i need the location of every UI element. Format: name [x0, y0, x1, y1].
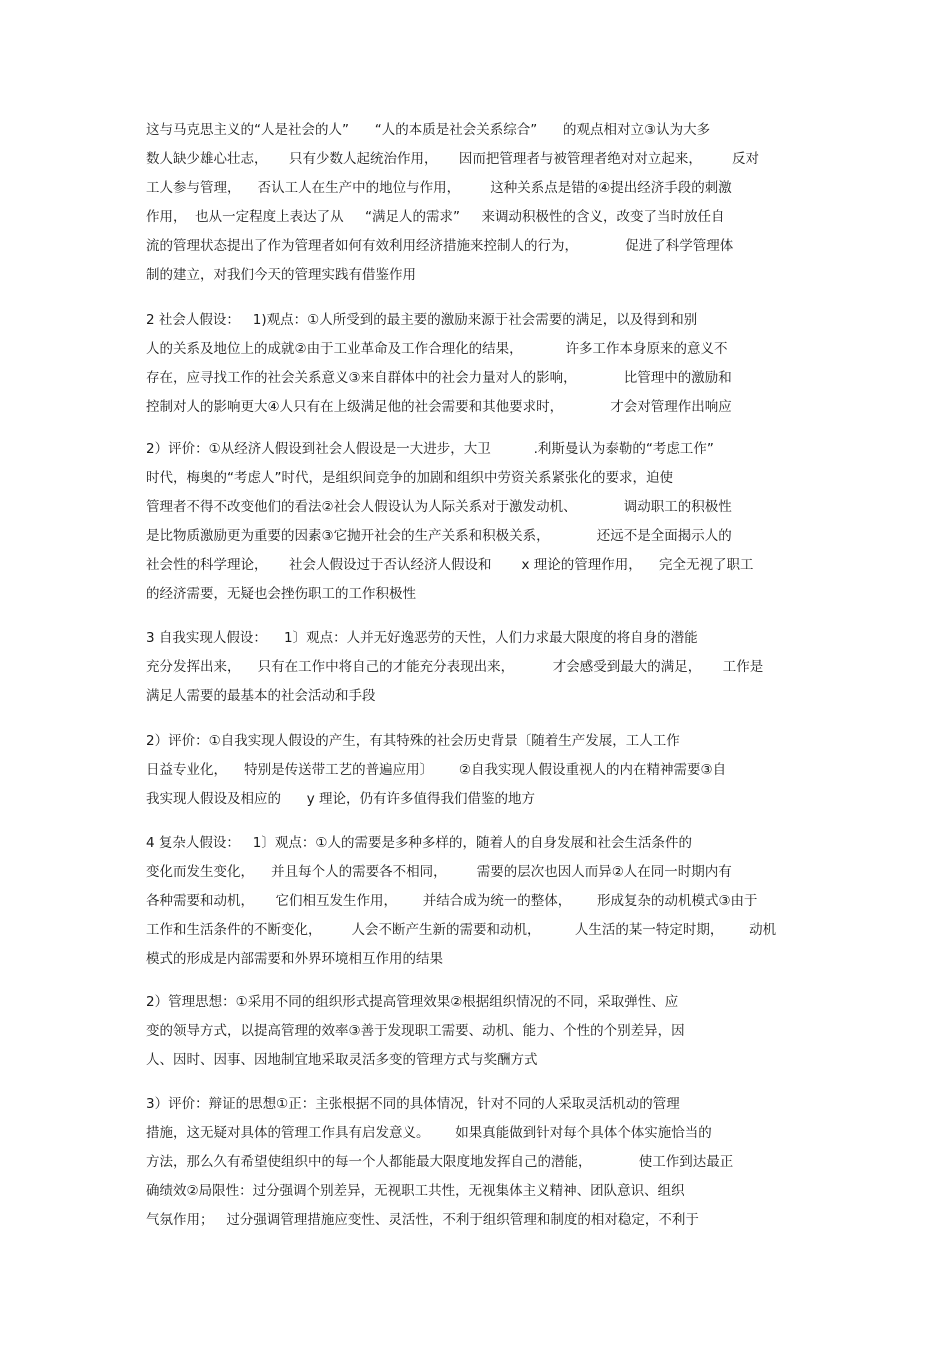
text-line: 这与马克思主义的“人是社会的人” “人的本质是社会关系综合” 的观点相对立③认为大多	[146, 122, 711, 138]
text-line: 我实现人假设及相应的 y 理论，仍有许多值得我们借鉴的地方	[146, 791, 536, 807]
paragraph-complex-man-evaluation	[146, 1090, 816, 1235]
text-line: 各种需要和动机， 它们相互发生作用， 并结合成为统一的整体， 形成复杂的动机模式③由于	[146, 893, 758, 909]
paragraph-self-actualizing-man-evaluation	[146, 727, 816, 814]
paragraph-social-man-view	[146, 306, 816, 422]
text-line: 气氛作用； 过分强调管理措施应变性、灵活性，不利于组织管理和制度的相对稳定，不利于	[146, 1212, 699, 1228]
text-line: 2）评价：①从经济人假设到社会人假设是一大进步，大卫 .利斯曼认为泰勒的“考虑工作”	[146, 441, 714, 457]
text-line: 社会性的科学理论， 社会人假设过于否认经济人假设和 x 理论的管理作用， 完全无视了职工	[146, 557, 754, 573]
text-line: 数人缺少雄心壮志， 只有少数人起统治作用， 因而把管理者与被管理者绝对对立起来， 反对	[146, 151, 759, 167]
text-line: 时代，梅奥的“考虑人”时代，是组织间竞争的加剧和组织中劳资关系紧张化的要求，迫使	[146, 470, 673, 486]
text-line: 2）评价：①自我实现人假设的产生，有其特殊的社会历史背景〔随着生产发展，工人工作	[146, 733, 680, 749]
text-line: 日益专业化， 特别是传送带工艺的普遍应用〕 ②自我实现人假设重视人的内在精神需要③自	[146, 762, 727, 778]
text-line: 3）评价：辩证的思想①正：主张根据不同的具体情况，针对不同的人采取灵活机动的管理	[146, 1096, 680, 1112]
text-line: 变化而发生变化， 并且每个人的需要各不相同， 需要的层次也因人而异②人在同一时期内有	[146, 864, 732, 880]
text-line: 工作和生活条件的不断变化， 人会不断产生新的需要和动机， 人生活的某一特定时期， 动机	[146, 922, 777, 938]
paragraph-economic-man-evaluation	[146, 116, 816, 290]
text-line: 模式的形成是内部需要和外界环境相互作用的结果	[146, 951, 443, 967]
text-line: 控制对人的影响更大④人只有在上级满足他的社会需要和其他要求时， 才会对管理作出响应	[146, 399, 732, 415]
text-line: 的经济需要，无疑也会挫伤职工的工作积极性	[146, 586, 416, 602]
text-line: 变的领导方式，以提高管理的效率③善于发现职工需要、动机、能力、个性的个别差异，因	[146, 1023, 685, 1039]
text-line: 2）管理思想：①采用不同的组织形式提高管理效果②根据组织情况的不同，采取弹性、应	[146, 994, 679, 1010]
paragraph-complex-man-view	[146, 829, 816, 974]
paragraph-social-man-evaluation	[146, 435, 816, 609]
text-line: 存在，应寻找工作的社会关系意义③来自群体中的社会力量对人的影响， 比管理中的激励和	[146, 370, 732, 386]
text-line: 人、因时、因事、因地制宜地采取灵活多变的管理方式与奖酬方式	[146, 1052, 538, 1068]
text-line: 流的管理状态提出了作为管理者如何有效利用经济措施来控制人的行为， 促进了科学管理体	[146, 238, 734, 254]
text-line: 作用， 也从一定程度上表达了从 “满足人的需求” 来调动积极性的含义，改变了当时放任自	[146, 209, 725, 225]
text-line: 管理者不得不改变他们的看法②社会人假设认为人际关系对于激发动机、 调动职工的积极性	[146, 499, 732, 515]
text-line: 确绩效②局限性：过分强调个别差异，无视职工共性，无视集体主义精神、团队意识、组织	[146, 1183, 685, 1199]
text-line: 人的关系及地位上的成就②由于工业革命及工作合理化的结果， 许多工作本身原来的意义不	[146, 341, 728, 357]
text-line: 2 社会人假设： 1)观点：①人所受到的最主要的激励来源于社会需要的满足，以及得到和别	[146, 312, 698, 328]
text-line: 是比物质激励更为重要的因素③它抛开社会的生产关系和积极关系， 还远不是全面揭示人的	[146, 528, 732, 544]
text-line: 充分发挥出来， 只有在工作中将自己的才能充分表现出来， 才会感受到最大的满足， 工作是	[146, 659, 764, 675]
paragraph-management-thought	[146, 988, 816, 1075]
text-line: 制的建立，对我们今天的管理实践有借鉴作用	[146, 267, 416, 283]
text-line: 4 复杂人假设： 1〕观点：①人的需要是多种多样的，随着人的自身发展和社会生活条件的	[146, 835, 692, 851]
text-line: 满足人需要的最基本的社会活动和手段	[146, 688, 376, 704]
text-line: 工人参与管理， 否认工人在生产中的地位与作用， 这种关系点是错的④提出经济手段的刺激	[146, 180, 732, 196]
paragraph-self-actualizing-man-view	[146, 624, 816, 711]
text-line: 3 自我实现人假设： 1〕观点：人并无好逸恶劳的天性，人们力求最大限度的将自身的潜能	[146, 630, 698, 646]
text-line: 措施，这无疑对具体的管理工作具有启发意义。 如果真能做到针对每个具体个体实施恰当的	[146, 1125, 712, 1141]
text-line: 方法，那么久有希望使组织中的每一个人都能最大限度地发挥自己的潜能， 使工作到达最正	[146, 1154, 734, 1170]
